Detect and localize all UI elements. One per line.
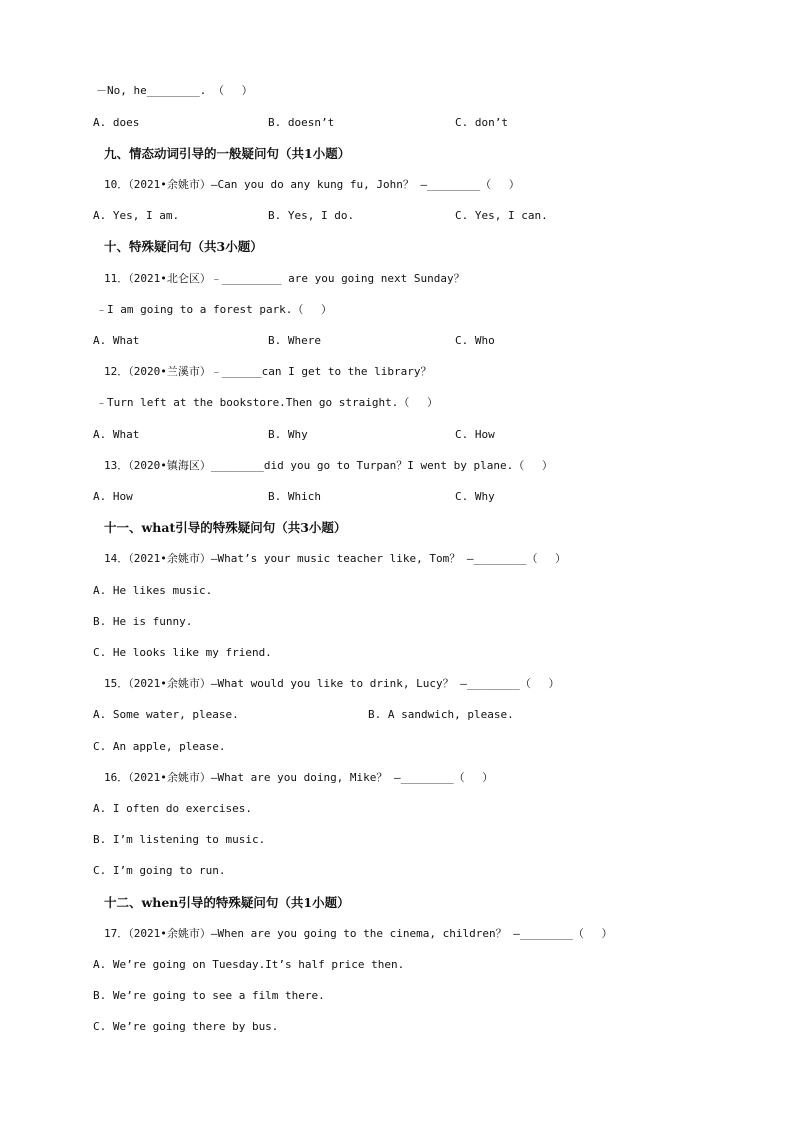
q10-option-b[interactable]: B. Yes, I do. <box>268 209 355 222</box>
q14-option-c[interactable]: C. He looks like my friend. <box>93 646 272 659</box>
q17-option-a[interactable]: A. We’re going on Tuesday.It’s half price then. <box>93 958 405 971</box>
q15-option-a[interactable]: A. Some water, please. <box>93 708 239 721</box>
section-9-heading: 九、情态动词引导的一般疑问句（共1小题） <box>104 146 351 161</box>
q9-option-b[interactable]: B. doesn’t <box>268 116 335 129</box>
q13-stem: 13．（2020•镇海区）________did you go to Turpan？I went by plane.（ ） <box>104 459 553 472</box>
q11-option-c[interactable]: C. Who <box>455 334 495 347</box>
q12-option-a[interactable]: A. What <box>93 428 140 441</box>
q12-option-b[interactable]: B. Why <box>268 428 308 441</box>
q11-option-b[interactable]: B. Where <box>268 334 321 347</box>
q9-options <box>93 115 713 131</box>
q15-option-b[interactable]: B. A sandwich, please. <box>368 708 514 721</box>
q10-stem: 10．（2021•余姚市）—Can you do any kung fu, John？ —________（ ） <box>104 178 520 191</box>
q9-option-a[interactable]: A. does <box>93 116 140 129</box>
q9-option-c[interactable]: C. don’t <box>455 116 508 129</box>
q16-stem: 16．（2021•余姚市）—What are you doing, Mike？ —________（ ） <box>104 771 494 784</box>
q16-option-b[interactable]: B. I’m listening to music. <box>93 833 266 846</box>
q11-answer-line: ﹣I am going to a forest park.（ ） <box>96 303 333 316</box>
q11-stem: 11．（2021•北仑区）﹣_________ are you going next Sunday？ <box>104 272 465 285</box>
q16-option-c[interactable]: C. I’m going to run. <box>93 864 226 877</box>
section-12-heading: 十二、when引导的特殊疑问句（共1小题） <box>104 895 350 910</box>
q10-option-c[interactable]: C. Yes, I can. <box>455 209 548 222</box>
q13-option-a[interactable]: A. How <box>93 490 133 503</box>
q17-option-b[interactable]: B. We’re going to see a film there. <box>93 989 325 1002</box>
q15-stem: 15．（2021•余姚市）—What would you like to drink, Lucy？ —________（ ） <box>104 677 560 690</box>
q12-answer-line: ﹣Turn left at the bookstore.Then go straight.（ ） <box>96 396 439 409</box>
q13-options <box>93 489 713 505</box>
q12-option-c[interactable]: C. How <box>455 428 495 441</box>
q15-options <box>93 707 713 723</box>
q10-options <box>93 208 713 224</box>
q14-stem: 14．（2021•余姚市）—What’s your music teacher like, Tom？ —________（ ） <box>104 552 567 565</box>
section-10-heading: 十、特殊疑问句（共3小题） <box>104 239 263 254</box>
section-11-heading: 十一、what引导的特殊疑问句（共3小题） <box>104 520 347 535</box>
q13-option-c[interactable]: C. Why <box>455 490 495 503</box>
q17-stem: 17．（2021•余姚市）—When are you going to the cinema, children？ —________（ ） <box>104 927 613 940</box>
q9-answer-line: －No, he________. （ ） <box>96 84 253 97</box>
q15-option-c[interactable]: C. An apple, please. <box>93 740 226 753</box>
q16-option-a[interactable]: A. I often do exercises. <box>93 802 252 815</box>
q11-option-a[interactable]: A. What <box>93 334 140 347</box>
q13-option-b[interactable]: B. Which <box>268 490 321 503</box>
q12-stem: 12．（2020•兰溪市）﹣______can I get to the library？ <box>104 365 432 378</box>
q12-options <box>93 427 713 443</box>
q10-option-a[interactable]: A. Yes, I am. <box>93 209 180 222</box>
q17-option-c[interactable]: C. We’re going there by bus. <box>93 1020 279 1033</box>
q14-option-a[interactable]: A. He likes music. <box>93 584 213 597</box>
q14-option-b[interactable]: B. He is funny. <box>93 615 193 628</box>
q11-options <box>93 333 713 349</box>
